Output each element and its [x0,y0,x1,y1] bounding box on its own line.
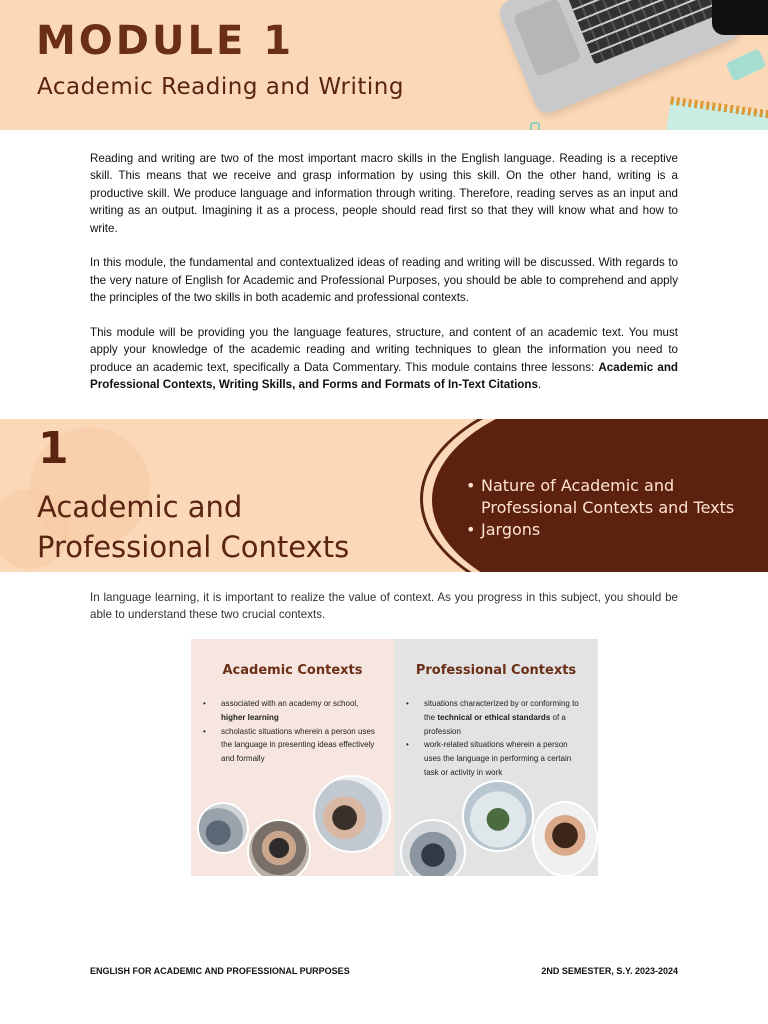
meeting-photo [400,819,466,876]
professional-bullet-1 [404,697,584,738]
professional-contexts-panel [394,639,598,876]
classroom-photo [313,775,391,853]
contexts-figure [191,639,598,876]
professional-bullet-2: • work-related situations wherein a person uses the language in performing a certain task or activity in work [404,738,584,779]
eraser-photo [725,48,766,81]
academic-contexts-heading: Academic Contexts [222,663,363,678]
studying-student-photo [247,819,311,876]
laptop-keyboard [565,0,725,65]
intro-paragraph-3 [90,324,678,394]
professional-bullet-1-end: of a profession [424,712,566,736]
notebook-photo [666,100,768,130]
intro-paragraph-3-text: This module will be providing you the language features, structure, and content of an academic text. You must apply your knowledge of the academic reading and writing techniques to glean the information you need to produce an academic text, specifically a Data Commentary. This module contains three lessons: [90,326,678,374]
module-title: MODULE 1 [36,18,295,64]
academic-bullet-2: • scholastic situations wherein a person uses the language in presenting ideas effectively and formally [201,725,381,766]
footer-course-title: ENGLISH FOR ACADEMIC AND PROFESSIONAL PURPOSES [90,966,350,976]
presentation-photo [462,780,534,852]
professional-bullet-1-bold: technical or ethical standards [437,712,551,722]
professional-woman-photo [532,801,598,876]
module-subtitle: Academic Reading and Writing [37,74,404,100]
lesson-title: Academic and Professional Contexts [37,490,350,564]
intro-paragraph-1: Reading and writing are two of the most important macro skills in the English language. Reading is a receptive skill. This means that we receive and grasp information by using this skill. On the other hand, writing is a productive skill. We produce language and information through writing. Therefore, reading serves as an input and writing as an output. Imagining it as a process, people should read first so that they will know what and how to write. [90,152,678,235]
professional-contexts-heading: Professional Contexts [415,663,577,678]
context-introduction: In language learning, it is important to realize the value of context. As you progress in this subject, you should be able to understand these two crucial contexts. [90,591,678,622]
academic-bullet-1-bold: higher learning [221,712,279,722]
paper-clip-photo [530,122,540,130]
topic-item: • Nature of Academic and Professional Contexts and Texts [466,475,768,519]
books-photo [197,802,249,854]
professional-bullet-1-text: situations characterized by or conforming to the [424,699,579,722]
academic-bullet-1 [201,697,381,725]
academic-contexts-list [201,697,381,766]
academic-contexts-panel [191,639,394,876]
phone-photo [712,0,768,35]
module-header-banner [0,0,768,130]
footer-semester: 2ND SEMESTER, S.Y. 2023-2024 [541,966,678,976]
intro-paragraph-2: In this module, the fundamental and contextualized ideas of reading and writing will be discussed. With regards to the very nature of English for Academic and Professional Purposes, you should be able to comprehend and apply the principles of the two skills in both academic and professional contexts. [90,256,678,305]
intro-paragraph-3-end: . [537,378,542,392]
lesson-banner [0,419,768,572]
lesson-topics [466,475,768,541]
professional-contexts-list [404,697,584,780]
lessons-list-text: Academic and Professional Contexts, Writing Skills, and Forms and Formats of In-Text Citations [90,360,679,392]
page-footer [90,966,678,980]
lesson-number: 1 [38,423,69,474]
laptop-trackpad [513,0,582,77]
academic-bullet-1-text: associated with an academy or school, [221,699,359,708]
module-introduction [90,150,678,394]
topic-item: • Jargons [466,519,768,541]
laptop-photo [496,0,745,117]
